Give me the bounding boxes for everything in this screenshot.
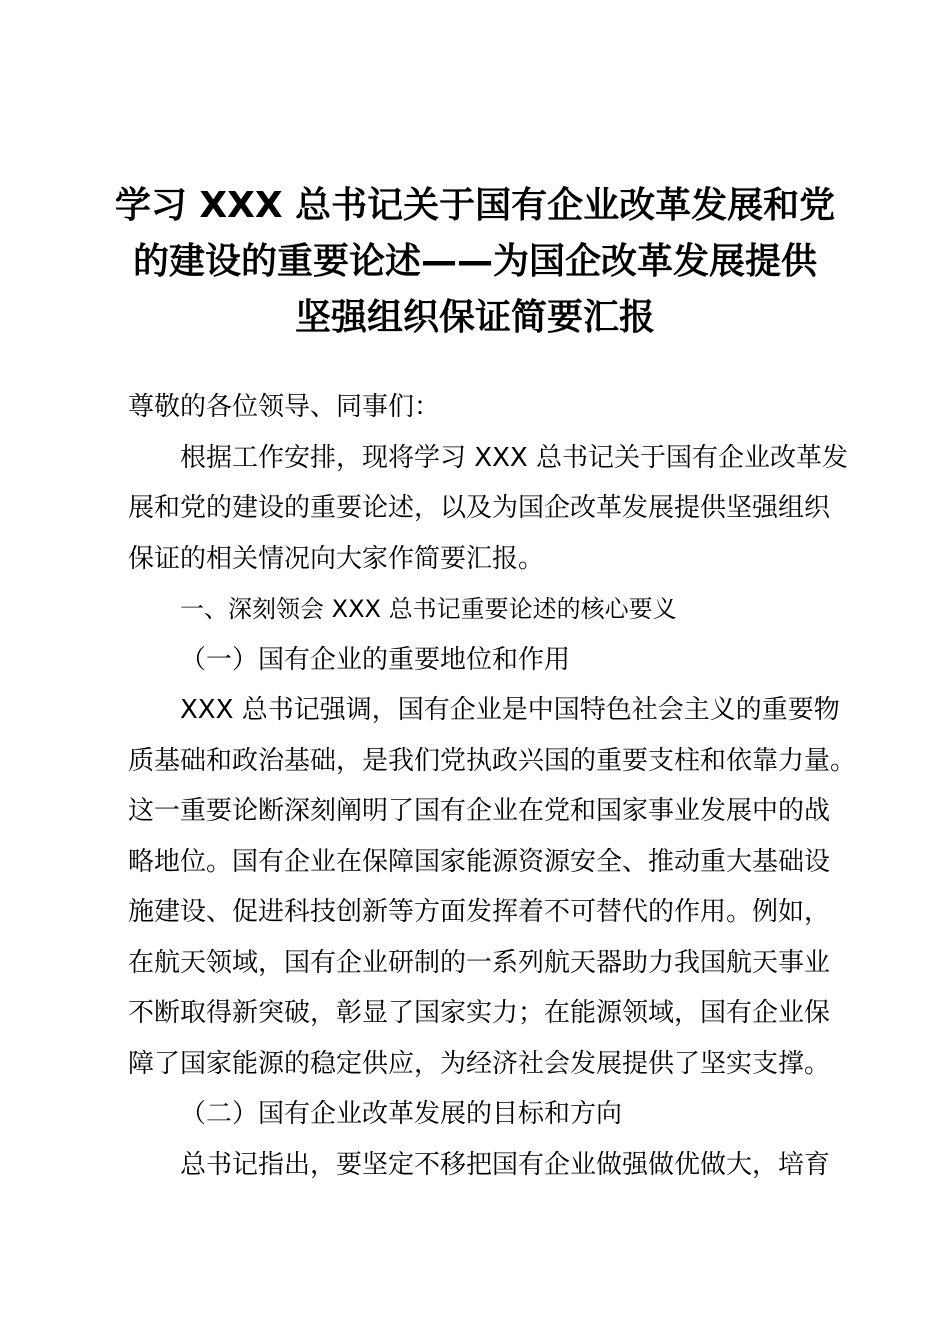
title-line-3: 坚强组织保证简要汇报: [294, 297, 655, 338]
intro-line-1: 根据工作安排，现将学习 XXX 总书记关于国有企业改革发: [180, 442, 848, 473]
paragraph-line: 施建设、促进科技创新等方面发挥着不可替代的作用。例如，: [128, 897, 831, 927]
paragraph-line: 这一重要论断深刻阐明了国有企业在党和国家事业发展中的战: [128, 796, 831, 826]
paragraph-line: 总书记指出，要坚定不移把国有企业做强做优做大，培育: [180, 1149, 831, 1180]
title-line-2: 的建设的重要论述——为国企改革发展提供: [132, 241, 817, 282]
paragraph-line: 不断取得新突破，彰显了国家实力；在能源领域，国有企业保: [128, 998, 831, 1028]
title-line-1: 学习 XXX 总书记关于国有企业改革发展和党: [114, 185, 836, 226]
paragraph-line: 略地位。国有企业在保障国家能源资源安全、推动重大基础设: [128, 846, 831, 877]
paragraph-line: 质基础和政治基础，是我们党执政兴国的重要支柱和依靠力量。: [128, 745, 857, 776]
salutation: 尊敬的各位领导、同事们：: [128, 392, 441, 422]
intro-line-2: 展和党的建设的重要论述，以及为国企改革发展提供坚强组织: [128, 493, 831, 523]
section-1-heading: 一、深刻领会 XXX 总书记重要论述的核心要义: [180, 595, 677, 623]
document-body: [128, 382, 857, 1190]
subsection-1-heading: （一）国有企业的重要地位和作用: [180, 644, 571, 675]
paragraph-line: 障了国家能源的稳定供应，为经济社会发展提供了坚实支撑。: [128, 1048, 831, 1079]
intro-line-3: 保证的相关情况向大家作简要汇报。: [128, 543, 545, 574]
subsection-2-heading: （二）国有企业改革发展的目标和方向: [180, 1099, 623, 1129]
paragraph-line: 在航天领域，国有企业研制的一系列航天器助力我国航天事业: [128, 947, 831, 978]
paragraph-line: XXX 总书记强调，国有企业是中国特色社会主义的重要物: [180, 695, 840, 725]
document-title: [110, 178, 840, 346]
